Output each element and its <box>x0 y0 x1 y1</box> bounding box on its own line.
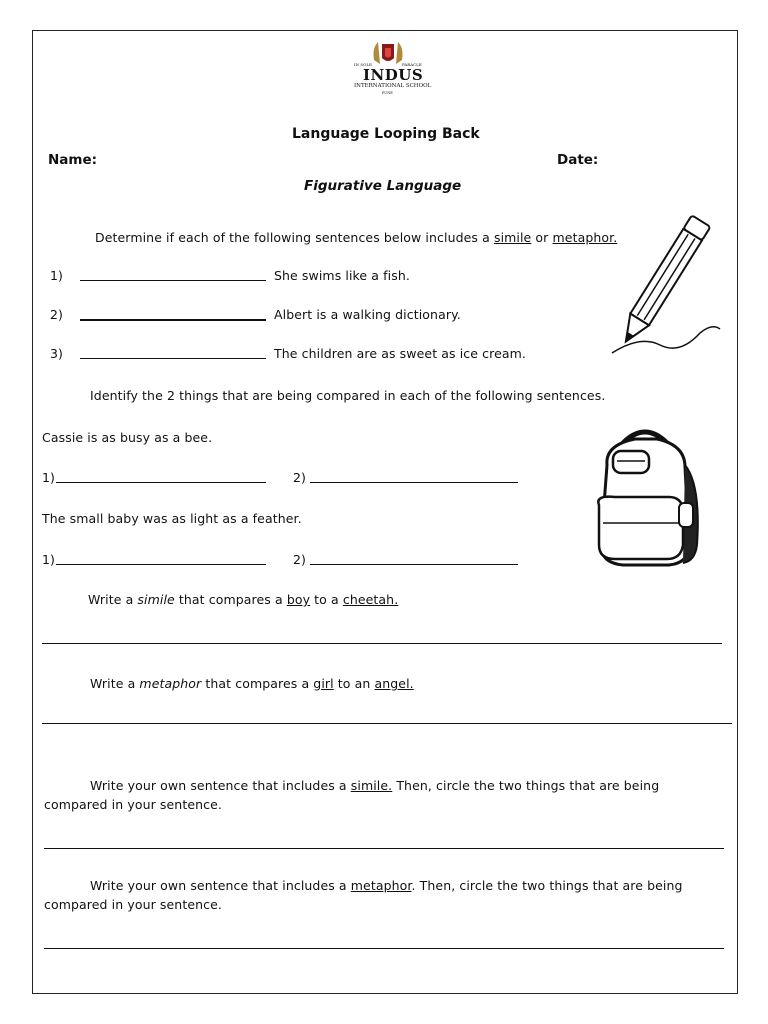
s5-simile: simile. <box>350 778 393 793</box>
item-1-number: 1) <box>50 268 64 283</box>
s3-mid: that compares a <box>174 592 287 607</box>
pencil-icon <box>600 205 730 365</box>
sentence-baby: The small baby was as light as a feather. <box>42 511 302 526</box>
instruction-metaphor-girl-angel <box>90 676 414 691</box>
instruction-simile-metaphor <box>95 230 617 245</box>
instruction-simile-boy-cheetah <box>88 592 398 607</box>
logo-left-motto: IN SOLE <box>354 62 372 67</box>
s5-post: Then, circle the two things that are being <box>392 778 660 793</box>
baby-num-1: 1) <box>42 552 56 567</box>
s4-to: to an <box>333 676 375 691</box>
metaphor-answer-line[interactable] <box>42 723 732 724</box>
instruction-own-simile <box>90 778 659 793</box>
instruction-own-metaphor-line2: compared in your sentence. <box>44 897 222 912</box>
own-simile-answer-line[interactable] <box>44 848 724 849</box>
s4-metaphor: metaphor <box>139 676 202 691</box>
logo-right-motto: PARACLE <box>402 62 422 67</box>
item-2-number: 2) <box>50 307 64 322</box>
own-metaphor-answer-line[interactable] <box>44 948 724 949</box>
simile-answer-line[interactable] <box>42 643 722 644</box>
metaphor-word: metaphor. <box>552 230 618 245</box>
cassie-blank-2[interactable] <box>310 482 518 483</box>
item-2-sentence: Albert is a walking dictionary. <box>274 307 461 322</box>
instruction-own-simile-line2: compared in your sentence. <box>44 797 222 812</box>
s5-pre: Write your own sentence that includes a <box>90 778 351 793</box>
item-2-answer-blank[interactable] <box>80 319 266 321</box>
logo-name: INDUS <box>363 66 424 84</box>
item-3-answer-blank[interactable] <box>80 358 266 359</box>
simile-word: simile <box>493 230 532 245</box>
s3-to: to a <box>310 592 343 607</box>
sentence-cassie: Cassie is as busy as a bee. <box>42 430 213 445</box>
s6-metaphor: metaphor <box>350 878 412 893</box>
instruction-own-metaphor <box>90 878 683 893</box>
s3-cheetah: cheetah. <box>342 592 399 607</box>
s6-pre: Write your own sentence that includes a <box>90 878 351 893</box>
baby-num-2: 2) <box>293 552 307 567</box>
date-label: Date: <box>557 152 599 168</box>
section-subtitle: Figurative Language <box>304 178 462 194</box>
backpack-icon <box>585 425 705 570</box>
instruction-text: Determine if each of the following sentences below includes a <box>95 230 494 245</box>
logo-subtitle: INTERNATIONAL SCHOOL <box>354 83 432 89</box>
s3-simile: simile <box>137 592 175 607</box>
instruction-identify: Identify the 2 things that are being compared in each of the following sentences. <box>90 388 606 403</box>
school-logo <box>350 38 432 98</box>
or-word: or <box>531 230 553 245</box>
s4-pre: Write a <box>90 676 140 691</box>
name-label: Name: <box>48 152 98 168</box>
s6-post: . Then, circle the two things that are being <box>411 878 683 893</box>
item-1-answer-blank[interactable] <box>80 280 266 281</box>
s4-angel: angel. <box>374 676 414 691</box>
baby-blank-2[interactable] <box>310 564 518 565</box>
baby-blank-1[interactable] <box>56 564 266 565</box>
page-title: Language Looping Back <box>292 126 480 142</box>
cassie-blank-1[interactable] <box>56 482 266 483</box>
cassie-num-1: 1) <box>42 470 56 485</box>
cassie-num-2: 2) <box>293 470 307 485</box>
s3-pre: Write a <box>88 592 138 607</box>
item-3-number: 3) <box>50 346 64 361</box>
s4-girl: girl <box>313 676 334 691</box>
item-3-sentence: The children are as sweet as ice cream. <box>274 346 526 361</box>
s4-mid: that compares a <box>201 676 314 691</box>
s3-boy: boy <box>286 592 311 607</box>
logo-city: PUNE <box>382 91 393 95</box>
item-1-sentence: She swims like a fish. <box>274 268 410 283</box>
